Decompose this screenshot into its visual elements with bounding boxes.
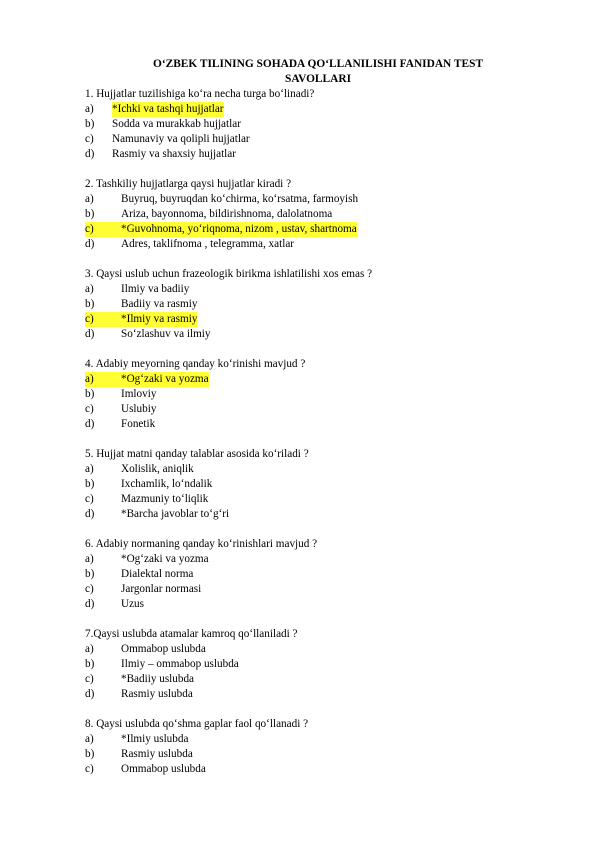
option-text: Rasmiy va shaxsiy hujjatlar <box>112 148 236 160</box>
option-text: Ommabop uslubda <box>121 763 206 775</box>
option-text: Ilmiy – ommabop uslubda <box>121 658 239 670</box>
option-text: *Ilmiy uslubda <box>121 733 189 745</box>
option-letter: b) <box>85 118 95 130</box>
question-1 <box>85 87 555 162</box>
answer-option <box>85 762 555 777</box>
option-letter: a) <box>85 553 94 565</box>
answer-option <box>85 417 555 432</box>
answer-option <box>85 462 555 477</box>
question-text: 7.Qaysi uslubda atamalar kamroq qo‘llaniladi ? <box>85 628 298 640</box>
option-text: Uslubiy <box>121 403 157 415</box>
option-letter: d) <box>85 598 95 610</box>
option-text: So‘zlashuv va ilmiy <box>121 328 211 340</box>
option-letter: d) <box>85 238 95 250</box>
option-letter: a) <box>85 463 94 475</box>
option-letter: d) <box>85 508 95 520</box>
answer-option <box>85 297 555 312</box>
option-letter: b) <box>85 748 95 760</box>
answer-option <box>85 567 555 582</box>
question-2 <box>85 177 555 252</box>
option-letter: c) <box>85 403 94 415</box>
option-letter: a) <box>85 283 94 295</box>
option-letter: b) <box>85 298 95 310</box>
option-text: *Og‘zaki va yozma <box>121 373 209 385</box>
question-text: 5. Hujjat matni qanday talablar asosida ko‘riladi ? <box>85 448 309 460</box>
option-letter: a) <box>85 193 94 205</box>
answer-option <box>85 657 555 672</box>
answer-option <box>85 672 555 687</box>
option-letter: d) <box>85 148 95 160</box>
question-3 <box>85 267 555 342</box>
option-letter: d) <box>85 328 95 340</box>
title-line-1: O‘ZBEK TILINING SOHADA QO‘LLANILISHI FANIDAN TEST <box>152 58 484 70</box>
question-text: 8. Qaysi uslubda qo‘shma gaplar faol qo‘llanadi ? <box>85 718 309 730</box>
answer-option <box>85 402 555 417</box>
option-letter: a) <box>85 643 94 655</box>
answer-option <box>85 477 555 492</box>
option-text: *Og‘zaki va yozma <box>121 553 209 565</box>
answer-option <box>85 507 555 522</box>
question-7 <box>85 627 555 702</box>
option-text: Jargonlar normasi <box>121 583 202 595</box>
option-letter: c) <box>85 763 94 775</box>
option-text: Rasmiy uslubda <box>121 748 193 760</box>
option-text: *Ilmiy va rasmiy <box>121 313 198 325</box>
option-letter: b) <box>85 658 95 670</box>
option-letter: c) <box>85 313 94 325</box>
option-text: Ommabop uslubda <box>121 643 206 655</box>
option-letter: b) <box>85 388 95 400</box>
answer-option <box>85 372 555 387</box>
option-text: Dialektal norma <box>121 568 194 580</box>
answer-option <box>85 492 555 507</box>
option-text: Uzus <box>121 598 144 610</box>
answer-option <box>85 237 555 252</box>
question-list <box>85 87 555 792</box>
option-letter: d) <box>85 418 95 430</box>
answer-option <box>85 282 555 297</box>
answer-option <box>85 747 555 762</box>
answer-option <box>85 102 555 117</box>
option-text: Fonetik <box>121 418 156 430</box>
answer-option <box>85 312 555 327</box>
option-text: Imloviy <box>121 388 157 400</box>
title-line-2: SAVOLLARI <box>284 73 352 85</box>
option-text: Badiiy va rasmiy <box>121 298 198 310</box>
answer-option <box>85 642 555 657</box>
option-text: Mazmuniy to‘liqlik <box>121 493 209 505</box>
option-letter: c) <box>85 133 94 145</box>
answer-option <box>85 117 555 132</box>
option-text: Ariza, bayonnoma, bildirishnoma, dalolatnoma <box>121 208 333 220</box>
option-text: Rasmiy uslubda <box>121 688 193 700</box>
question-6 <box>85 537 555 612</box>
answer-option <box>85 207 555 222</box>
question-8 <box>85 717 555 777</box>
option-text: Adres, taklifnoma , telegramma, xatlar <box>121 238 295 250</box>
answer-option <box>85 387 555 402</box>
option-letter: b) <box>85 478 95 490</box>
answer-option <box>85 147 555 162</box>
option-letter: c) <box>85 583 94 595</box>
answer-option <box>85 132 555 147</box>
question-text: 6. Adabiy normaning qanday ko‘rinishlari mavjud ? <box>85 538 318 550</box>
option-text: *Badiiy uslubda <box>121 673 195 685</box>
option-text: *Barcha javoblar to‘g‘ri <box>121 508 230 520</box>
option-text: Namunaviy va qolipli hujjatlar <box>112 133 250 145</box>
answer-option <box>85 192 555 207</box>
option-letter: c) <box>85 493 94 505</box>
question-text: 3. Qaysi uslub uchun frazeologik birikma ishlatilishi xos emas ? <box>85 268 373 280</box>
option-letter: a) <box>85 103 94 115</box>
question-5 <box>85 447 555 522</box>
answer-option <box>85 552 555 567</box>
answer-option <box>85 597 555 612</box>
option-text: *Guvohnoma, yo‘riqnoma, nizom , ustav, shartnoma <box>121 223 357 235</box>
question-text: 1. Hujjatlar tuzilishiga ko‘ra necha turga bo‘linadi? <box>85 88 315 100</box>
answer-option <box>85 222 555 237</box>
answer-option <box>85 732 555 747</box>
option-letter: d) <box>85 688 95 700</box>
question-text: 2. Tashkiliy hujjatlarga qaysi hujjatlar kiradi ? <box>85 178 292 190</box>
option-text: Ixchamlik, lo‘ndalik <box>121 478 213 490</box>
option-text: Buyruq, buyruqdan ko‘chirma, ko‘rsatma, farmoyish <box>121 193 359 205</box>
option-letter: a) <box>85 733 94 745</box>
option-text: Xolislik, aniqlik <box>121 463 194 475</box>
option-letter: b) <box>85 208 95 220</box>
answer-option <box>85 687 555 702</box>
document-title <box>110 57 526 87</box>
option-letter: a) <box>85 373 94 385</box>
answer-option <box>85 582 555 597</box>
option-letter: c) <box>85 223 94 235</box>
option-text: Ilmiy va badiiy <box>121 283 190 295</box>
option-text: *Ichki va tashqi hujjatlar <box>112 103 224 115</box>
question-text: 4. Adabiy meyorning qanday ko‘rinishi mavjud ? <box>85 358 306 370</box>
option-letter: b) <box>85 568 95 580</box>
answer-option <box>85 327 555 342</box>
option-text: Sodda va murakkab hujjatlar <box>112 118 241 130</box>
option-letter: c) <box>85 673 94 685</box>
question-4 <box>85 357 555 432</box>
